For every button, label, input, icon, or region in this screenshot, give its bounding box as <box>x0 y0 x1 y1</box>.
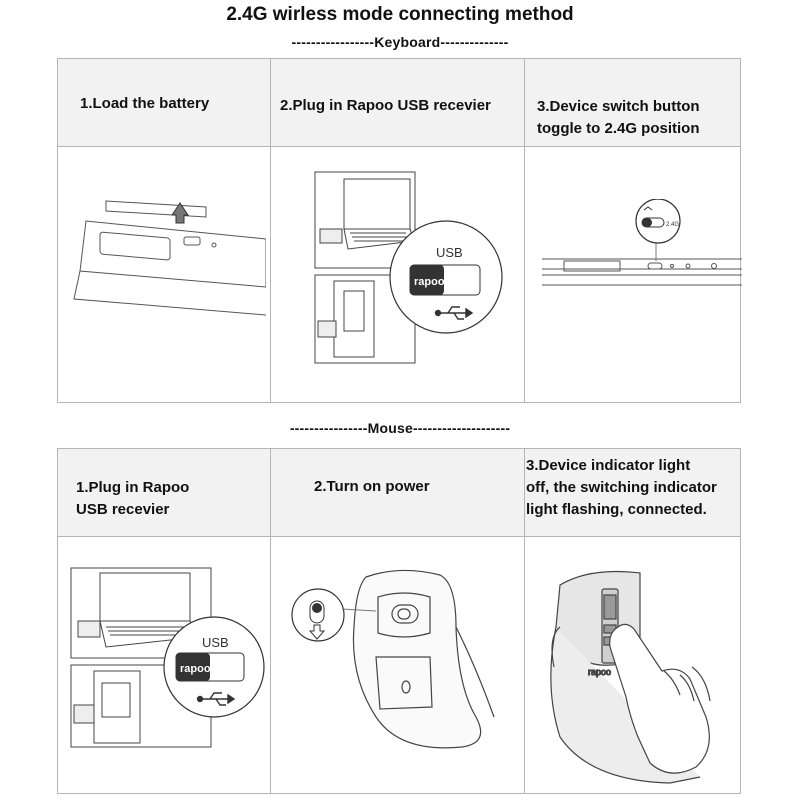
page-title: 2.4G wirless mode connecting method <box>226 4 574 25</box>
mouse-usb-illustration <box>70 567 266 749</box>
usb-text: USB <box>436 245 463 260</box>
keyboard-step-1-label: 1.Load the battery <box>80 95 210 112</box>
mouse-steps-table <box>57 448 741 794</box>
keyboard-steps-table <box>57 58 741 403</box>
rapoo-logo: rapoo <box>414 276 445 288</box>
keyboard-step-2-label: 2.Plug in Rapoo USB recevier <box>280 97 491 114</box>
mouse-step-3-label: 3.Device indicator light off, the switching indicator light flashing, connected. <box>526 457 717 518</box>
keyboard-section-label: -----------------Keyboard-------------- <box>291 34 509 50</box>
mouse-step-1-label: 1.Plug in Rapoo USB recevier <box>76 479 190 518</box>
keyboard-usb-illustration <box>314 171 504 367</box>
usb-text: USB <box>202 635 229 650</box>
mouse-step-2-label: 2.Turn on power <box>314 478 430 495</box>
switch-2-4g-text: 2.4G <box>666 222 680 228</box>
keyboard-step-3-label: 3.Device switch button toggle to 2.4G position <box>537 98 700 137</box>
rapoo-logo: rapoo <box>588 667 612 677</box>
keyboard-battery-illustration <box>66 179 266 319</box>
keyboard-switch-illustration <box>538 199 742 309</box>
rapoo-logo: rapoo <box>180 663 211 675</box>
mouse-indicator-illustration <box>530 567 736 789</box>
mouse-power-illustration <box>280 567 516 753</box>
mouse-section-label: ----------------Mouse-------------------- <box>289 420 511 436</box>
